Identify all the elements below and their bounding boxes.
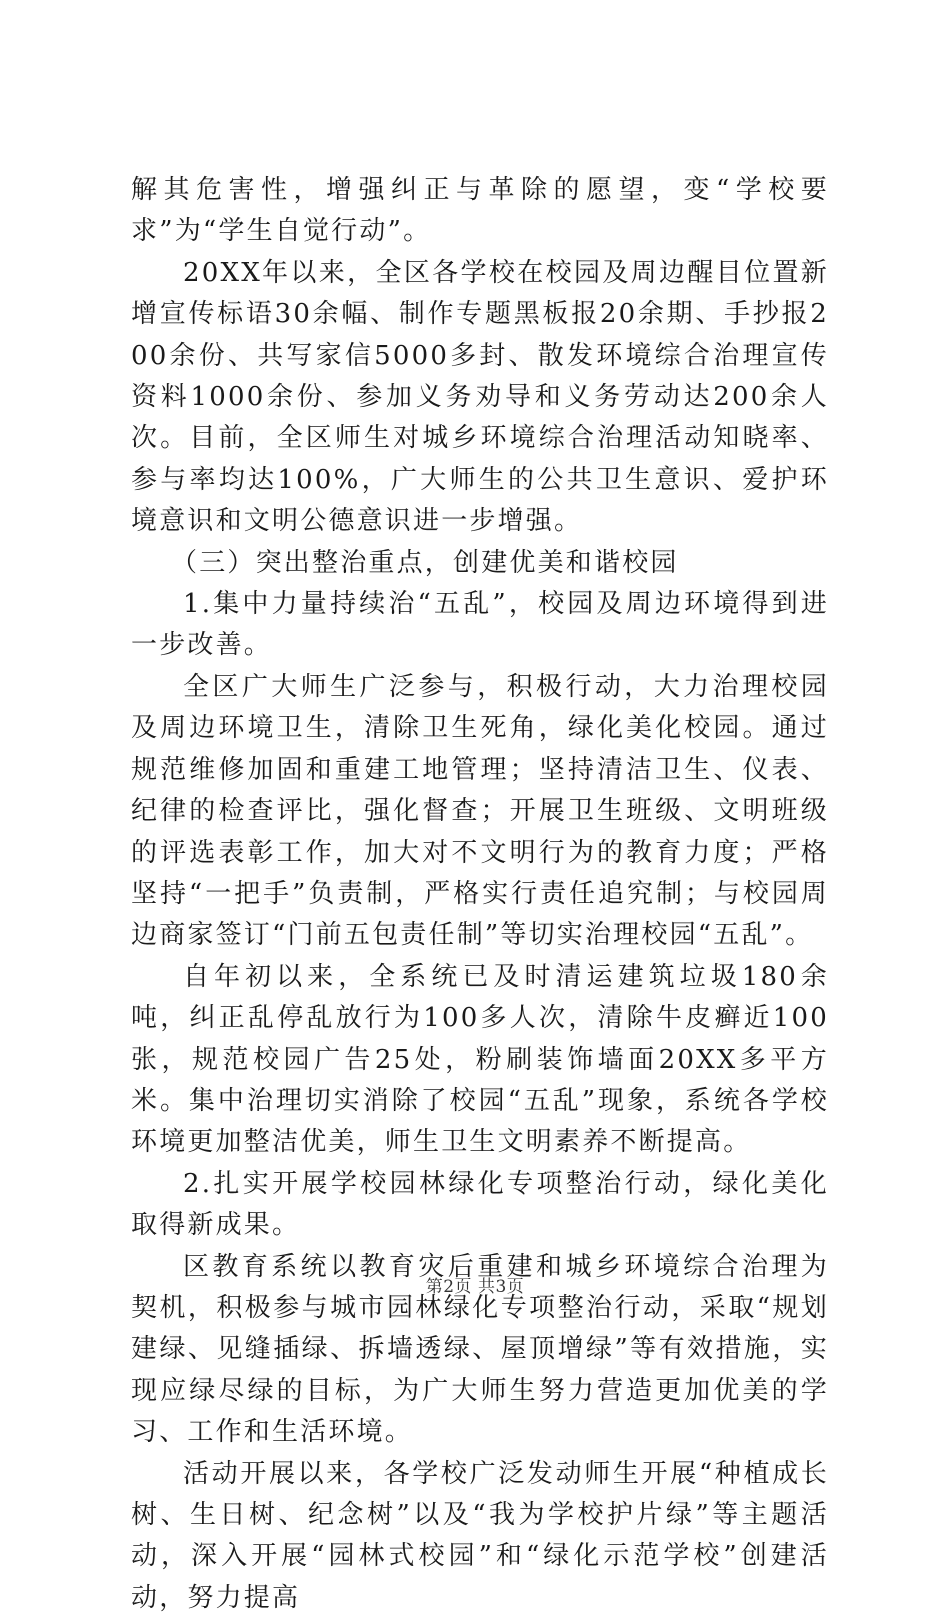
section-heading-3: （三）突出整治重点，创建优美和谐校园 xyxy=(171,547,679,578)
paragraph-continuation: 解其危害性，增强纠正与革除的愿望，变“学校要求”为“学生自觉行动”。 xyxy=(131,175,829,247)
subheading-1: 1.集中力量持续治“五乱”，校园及周边环境得到进一步改善。 xyxy=(131,589,829,661)
paragraph-cleanup-stats: 自年初以来，全系统已及时清运建筑垃圾180余吨，纠正乱停乱放行为100多人次，清除牛皮癣近100张，规范校园广告25处，粉刷装饰墙面20XX多平方米。集中治理切实消除了校园“五乱”现象，系统各学校环境更加整洁优美，师生卫生文明素养不断提高。 xyxy=(131,961,829,1158)
paragraph-greening-action: 区教育系统以教育灾后重建和城乡环境综合治理为契机，积极参与城市园林绿化专项整治行动，采取“规划建绿、见缝插绿、拆墙透绿、屋顶增绿”等有效措施，实现应绿尽绿的目标，为广大师生努力营造更加优美的学习、工作和生活环境。 xyxy=(131,1251,829,1448)
paragraph-publicity-stats: 20XX年以来，全区各学校在校园及周边醒目位置新增宣传标语30余幅、制作专题黑板报20余期、手抄报200余份、共写家信5000多封、散发环境综合治理宣传资料1000余份、参加义务劝导和义务劳动达200余人次。目前，全区师生对城乡环境综合治理活动知晓率、参与率均达100%，广大师生的公共卫生意识、爱护环境意识和文明公德意识进一步增强。 xyxy=(131,257,829,537)
subheading-2: 2.扎实开展学校园林绿化专项整治行动，绿化美化取得新成果。 xyxy=(131,1168,829,1241)
page-number-footer: 第2页 共3页 xyxy=(425,1277,525,1297)
document-body xyxy=(131,170,829,1619)
paragraph-activities: 活动开展以来，各学校广泛发动师生开展“种植成长树、生日树、纪念树”以及“我为学校护片绿”等主题活动，深入开展“园林式校园”和“绿化示范学校”创建活动，努力提高 xyxy=(131,1458,829,1613)
paragraph-campus-governance: 全区广大师生广泛参与，积极行动，大力治理校园及周边环境卫生，清除卫生死角，绿化美化校园。通过规范维修加固和重建工地管理；坚持清洁卫生、仪表、纪律的检查评比，强化督查；开展卫生班级、文明班级的评选表彰工作，加大对不文明行为的教育力度；严格坚持“一把手”负责制，严格实行责任追究制；与校园周边商家签订“门前五包责任制”等切实治理校园“五乱”。 xyxy=(131,671,829,951)
